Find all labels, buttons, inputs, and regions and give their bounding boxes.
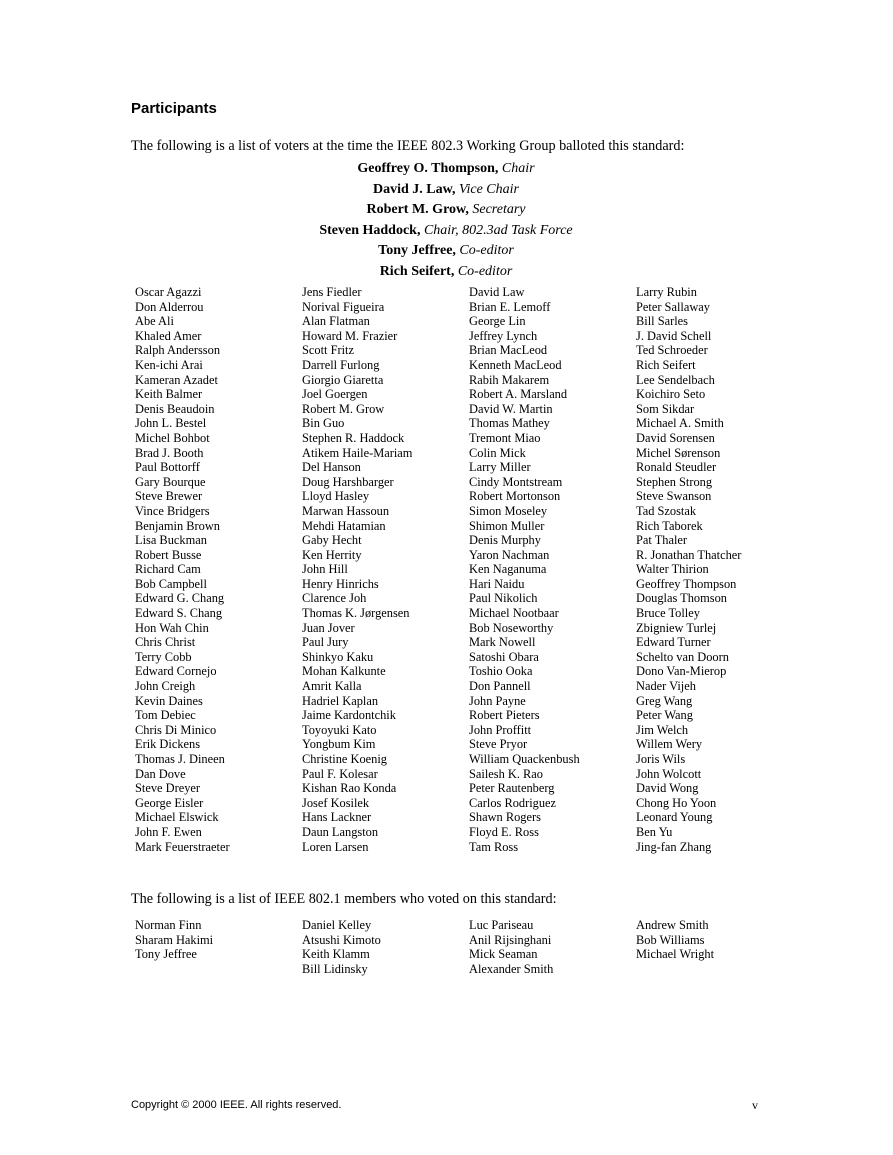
participant-name: Michael A. Smith: [636, 416, 724, 431]
participant-name: John L. Bestel: [135, 416, 207, 431]
participant-name: Oscar Agazzi: [135, 285, 202, 299]
participant-name: Clarence Joh: [302, 591, 367, 606]
participant-name: Robert A. Marsland: [469, 387, 568, 402]
participant-name: Denis Murphy: [469, 533, 541, 548]
participant-name: Jing-fan Zhang: [636, 839, 712, 854]
officer-task-force-chair: [131, 221, 761, 242]
participant-name: Robert Mortonson: [469, 489, 561, 504]
participant-name: Bruce Tolley: [636, 606, 700, 621]
participant-name: Peter Wang: [636, 708, 693, 723]
participant-name: Khaled Amer: [135, 328, 202, 343]
participant-name: Paul Jury: [302, 635, 349, 650]
participant-name: Yongbum Kim: [302, 737, 376, 752]
participant-name: David Law: [469, 285, 525, 299]
participant-name: Mark Nowell: [469, 635, 536, 650]
copyright-notice: Copyright © 2000 IEEE. All rights reserved.: [131, 1099, 342, 1111]
section-heading: Participants: [131, 100, 217, 117]
voters-column: [135, 285, 302, 854]
participant-name: William Quackenbush: [469, 752, 580, 766]
officers-list: [131, 159, 761, 283]
officer-co-editor: [131, 262, 761, 283]
participant-name: Andrew Smith: [636, 918, 709, 932]
officer-role: Secretary: [472, 202, 526, 218]
participant-name: Dono Van-Mierop: [636, 664, 727, 679]
participant-name: Thomas J. Dineen: [135, 752, 225, 766]
officer-name: Robert M. Grow,: [366, 202, 469, 218]
officer-role: Chair: [501, 161, 535, 176]
officer-role: Vice Chair: [458, 181, 519, 197]
participant-name: Peter Rautenberg: [469, 781, 555, 796]
officer-name: Geoffrey O. Thompson,: [357, 161, 499, 176]
members-column: [302, 918, 469, 976]
officer-role: Chair, 802.3ad Task Force: [423, 222, 573, 238]
officer-co-editor: [131, 241, 761, 262]
participant-name: Sharam Hakimi: [135, 932, 214, 947]
participant-name: Scott Fritz: [302, 343, 354, 358]
participant-name: Schelto van Doorn: [636, 649, 729, 664]
participant-name: Mohan Kalkunte: [302, 664, 386, 679]
participant-name: John Proffitt: [469, 722, 532, 737]
participant-name: Chris Di Minico: [135, 722, 217, 737]
participant-name: Shinkyo Kaku: [302, 649, 374, 664]
participant-name: Paul F. Kolesar: [302, 766, 378, 781]
participant-name: Joel Goergen: [302, 387, 368, 402]
participant-name: Benjamin Brown: [135, 518, 221, 533]
participant-name: Bob Noseworthy: [469, 620, 554, 635]
officer-name: Steven Haddock,: [319, 222, 421, 238]
participant-name: Norival Figueira: [302, 299, 385, 314]
participant-name: J. David Schell: [636, 328, 712, 343]
participant-name: Jeffrey Lynch: [469, 328, 538, 343]
participant-name: Tony Jeffree: [135, 947, 197, 962]
participant-name: Hans Lackner: [302, 810, 372, 825]
participant-name: Henry Hinrichs: [302, 576, 379, 591]
voters-intro: The following is a list of voters at the time the IEEE 802.3 Working Group balloted this standard:: [131, 138, 685, 154]
participant-name: Ken Herrity: [302, 547, 362, 562]
participant-name: Tom Debiec: [135, 708, 196, 723]
participant-name: Lisa Buckman: [135, 533, 207, 548]
members-column: [469, 918, 636, 976]
participant-name: John F. Ewen: [135, 824, 202, 839]
participant-name: Gaby Hecht: [302, 533, 362, 548]
participant-name: Robert Pieters: [469, 708, 540, 723]
participant-name: Ronald Steudler: [636, 460, 717, 475]
participant-name: Paul Nikolich: [469, 591, 538, 606]
participant-name: Kameran Azadet: [135, 372, 218, 387]
participant-name: Kevin Daines: [135, 693, 203, 708]
participant-name: Bill Sarles: [636, 314, 688, 329]
participant-name: Doug Harshbarger: [302, 474, 394, 489]
voters-column: [302, 285, 469, 854]
participant-name: Josef Kosilek: [302, 795, 370, 810]
participant-name: Bin Guo: [302, 416, 345, 431]
officer-chair: [131, 159, 761, 180]
participant-name: Edward S. Chang: [135, 606, 223, 621]
officer-name: Rich Seifert,: [379, 263, 455, 279]
participant-name: Steve Brewer: [135, 489, 203, 504]
participant-name: Bill Lidinsky: [302, 961, 368, 976]
participant-name: Colin Mick: [469, 445, 526, 460]
members-column: [135, 918, 302, 976]
participant-name: Bob Williams: [636, 932, 705, 947]
participant-name: Sailesh K. Rao: [469, 766, 543, 781]
participant-name: Stephen R. Haddock: [302, 430, 405, 445]
participant-name: Larry Miller: [469, 460, 531, 475]
participant-name: Juan Jover: [302, 620, 355, 635]
participant-name: Rich Seifert: [636, 357, 696, 372]
participant-name: Thomas K. Jørgensen: [302, 606, 410, 621]
participant-name: Marwan Hassoun: [302, 503, 390, 518]
participant-name: Floyd E. Ross: [469, 824, 539, 839]
participant-name: Rich Taborek: [636, 518, 703, 533]
participant-name: Pat Thaler: [636, 533, 688, 548]
participant-name: Brian E. Lemoff: [469, 299, 551, 314]
participant-name: Thomas Mathey: [469, 416, 550, 431]
participant-name: Darrell Furlong: [302, 357, 380, 372]
participant-name: Greg Wang: [636, 693, 693, 708]
participant-name: Ralph Andersson: [135, 343, 221, 358]
participant-name: Stephen Strong: [636, 474, 713, 489]
participant-name: John Hill: [302, 562, 348, 577]
participant-name: Yaron Nachman: [469, 547, 550, 562]
participant-name: Leonard Young: [636, 810, 713, 825]
participant-name: Michel Bohbot: [135, 430, 210, 445]
participant-name: Christine Koenig: [302, 752, 388, 766]
participant-name: Koichiro Seto: [636, 387, 706, 402]
participant-name: Zbigniew Turlej: [636, 620, 717, 635]
participant-name: Mehdi Hatamian: [302, 518, 386, 533]
participant-name: Denis Beaudoin: [135, 401, 215, 416]
participant-name: Nader Vijeh: [636, 679, 696, 694]
participant-name: Atikem Haile-Mariam: [302, 445, 413, 460]
participant-name: Hadriel Kaplan: [302, 693, 379, 708]
participant-name: Luc Pariseau: [469, 918, 534, 932]
participant-name: Chris Christ: [135, 635, 196, 650]
participant-name: Douglas Thomson: [636, 591, 727, 606]
participant-name: Mark Feuerstraeter: [135, 839, 230, 854]
participant-name: Ken-ichi Arai: [135, 357, 203, 372]
participant-name: Willem Wery: [636, 737, 703, 752]
participant-name: Daniel Kelley: [302, 918, 372, 932]
officer-name: Tony Jeffree,: [378, 243, 456, 259]
participant-name: Hari Naidu: [469, 576, 525, 591]
participant-name: Som Sikdar: [636, 401, 695, 416]
participant-name: Brad J. Booth: [135, 445, 204, 460]
participant-name: Brian MacLeod: [469, 343, 548, 358]
participant-name: Don Alderrou: [135, 299, 204, 314]
participant-name: Rabih Makarem: [469, 372, 550, 387]
participant-name: David Sorensen: [636, 430, 715, 445]
participant-name: Larry Rubin: [636, 285, 697, 299]
participant-name: Shimon Muller: [469, 518, 545, 533]
participant-name: David W. Martin: [469, 401, 553, 416]
participant-name: Chong Ho Yoon: [636, 795, 717, 810]
participant-name: Shawn Rogers: [469, 810, 541, 825]
participant-name: Loren Larsen: [302, 839, 369, 854]
officer-role: Co-editor: [459, 243, 514, 259]
members-intro: The following is a list of IEEE 802.1 members who voted on this standard:: [131, 891, 557, 907]
participant-name: Abe Ali: [135, 314, 174, 329]
participant-name: Ben Yu: [636, 824, 673, 839]
participant-name: Bob Campbell: [135, 576, 207, 591]
participant-name: Joris Wils: [636, 752, 686, 766]
participant-name: Peter Sallaway: [636, 299, 710, 314]
participant-name: Del Hanson: [302, 460, 361, 475]
participant-name: Hon Wah Chin: [135, 620, 209, 635]
participant-name: Geoffrey Thompson: [636, 576, 737, 591]
participant-name: Steve Pryor: [469, 737, 528, 752]
participant-name: Jaime Kardontchik: [302, 708, 396, 723]
participant-name: Ted Schroeder: [636, 343, 708, 358]
participant-name: Walter Thirion: [636, 562, 709, 577]
participant-name: Satoshi Obara: [469, 649, 539, 664]
participant-name: Dan Dove: [135, 766, 186, 781]
participant-name: Robert Busse: [135, 547, 202, 562]
participant-name: Atsushi Kimoto: [302, 932, 381, 947]
participant-name: Erik Dickens: [135, 737, 201, 752]
participant-name: Jens Fiedler: [302, 285, 362, 299]
participant-name: Kishan Rao Konda: [302, 781, 397, 796]
participant-name: George Eisler: [135, 795, 204, 810]
participant-name: R. Jonathan Thatcher: [636, 547, 742, 562]
participant-name: George Lin: [469, 314, 526, 329]
participant-name: John Creigh: [135, 679, 196, 694]
participant-name: Kenneth MacLeod: [469, 357, 562, 372]
participant-name: Edward G. Chang: [135, 591, 225, 606]
participant-name: Daun Langston: [302, 824, 379, 839]
participant-name: Jim Welch: [636, 722, 689, 737]
participant-name: Keith Balmer: [135, 387, 203, 402]
participant-name: Giorgio Giaretta: [302, 372, 384, 387]
participant-name: Carlos Rodriguez: [469, 795, 557, 810]
officer-secretary: [131, 200, 761, 221]
participant-name: Simon Moseley: [469, 503, 548, 518]
participant-name: Tam Ross: [469, 839, 519, 854]
participant-name: Anil Rijsinghani: [469, 932, 552, 947]
participant-name: Howard M. Frazier: [302, 328, 398, 343]
participant-name: Mick Seaman: [469, 947, 538, 962]
participant-name: Terry Cobb: [135, 649, 192, 664]
participant-name: Lloyd Hasley: [302, 489, 370, 504]
participant-name: Michel Sørenson: [636, 445, 721, 460]
participant-name: Don Pannell: [469, 679, 531, 694]
participant-name: Toyoyuki Kato: [302, 722, 377, 737]
participant-name: Ken Naganuma: [469, 562, 547, 577]
participant-name: John Wolcott: [636, 766, 702, 781]
members-list: [135, 918, 803, 976]
officer-role: Co-editor: [457, 263, 513, 279]
participant-name: Michael Elswick: [135, 810, 219, 825]
participant-name: Richard Cam: [135, 562, 201, 577]
participant-name: Paul Bottorff: [135, 460, 200, 475]
participant-name: Tad Szostak: [636, 503, 697, 518]
participant-name: Steve Swanson: [636, 489, 712, 504]
participant-name: Amrit Kalla: [302, 679, 362, 694]
participant-name: Lee Sendelbach: [636, 372, 715, 387]
officer-vice-chair: [131, 180, 761, 201]
participant-name: John Payne: [469, 693, 526, 708]
participant-name: Michael Nootbaar: [469, 606, 559, 621]
participant-name: Edward Cornejo: [135, 664, 217, 679]
participant-name: Edward Turner: [636, 635, 711, 650]
voters-list: [135, 285, 803, 854]
page-number: v: [752, 1098, 758, 1112]
voters-column: [469, 285, 636, 854]
participant-name: Tremont Miao: [469, 430, 541, 445]
participant-name: Keith Klamm: [302, 947, 370, 962]
participant-name: Michael Wright: [636, 947, 715, 962]
officer-name: David J. Law,: [373, 181, 456, 197]
participant-name: Cindy Montstream: [469, 474, 563, 489]
participant-name: Gary Bourque: [135, 474, 206, 489]
participant-name: David Wong: [636, 781, 699, 796]
participant-name: Steve Dreyer: [135, 781, 201, 796]
participant-name: Alexander Smith: [469, 961, 554, 976]
participant-name: Robert M. Grow: [302, 401, 385, 416]
participant-name: Norman Finn: [135, 918, 202, 932]
participant-name: Toshio Ooka: [469, 664, 533, 679]
participant-name: Vince Bridgers: [135, 503, 210, 518]
voters-column: [636, 285, 803, 854]
members-column: [636, 918, 803, 976]
participant-name: Alan Flatman: [302, 314, 370, 329]
